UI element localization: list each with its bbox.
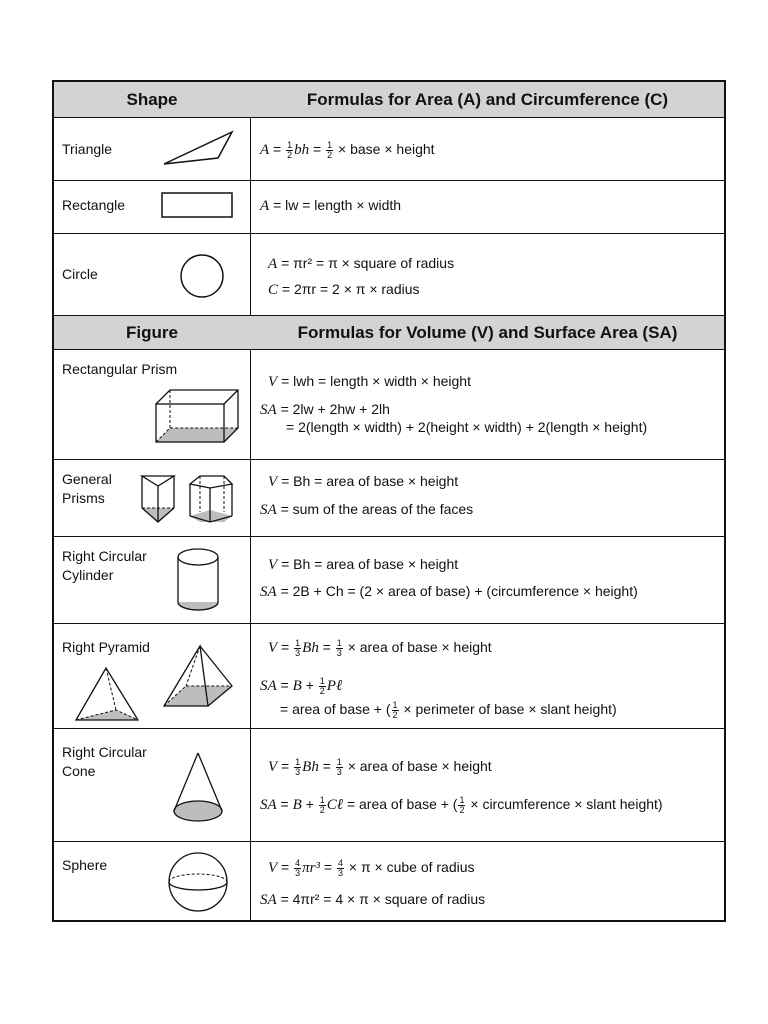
cylinder-volume: V = Bh = area of base × height: [268, 556, 459, 573]
general-prisms-volume: V = Bh = area of base × height: [268, 473, 459, 490]
sphere-volume: V = $\frac{4}{3}$ πr³ = $\frac{4}{3}$ × π × cube of radius: [268, 857, 475, 878]
rectangle-icon: [160, 191, 236, 221]
cone-sa: SA = B + $\frac{1}{2}$ Cℓ = area of base + ( $\frac{1}{2}$ × circumference × slant height): [260, 794, 663, 815]
rectangular-prism-volume: V = lwh = length × width × height: [268, 373, 471, 390]
area-circumference-header: Formulas for Area (A) and Circumference (C): [306, 89, 669, 109]
figure-column-header: Figure: [126, 322, 178, 342]
pyramid-row: [54, 624, 724, 729]
rectangle-label: Rectangle: [62, 197, 126, 213]
triangle-icon: [160, 128, 236, 168]
circle-circumference-formula: C = 2πr = 2 × π × radius: [268, 281, 420, 298]
cylinder-row: [54, 537, 724, 624]
rectangular-prism-row: [54, 350, 724, 460]
pyramid-label: Right Pyramid: [62, 639, 150, 655]
triangle-label: Triangle: [62, 141, 113, 157]
pyramid-sa-expanded: = area of base + ( $\frac{1}{2}$ × perimeter of base × slant height): [280, 699, 617, 720]
shape-column-header: Shape: [126, 89, 178, 109]
shape-header-row: [54, 82, 724, 118]
rectangle-row: [54, 181, 724, 234]
triangular-prism-icon: [140, 472, 176, 524]
general-prisms-sa: SA = sum of the areas of the faces: [260, 501, 474, 518]
circle-label: Circle: [62, 266, 98, 282]
cone-volume: V = $\frac{1}{3}$ Bh = $\frac{1}{3}$ × area of base × height: [268, 756, 492, 777]
rectangular-prism-icon: [154, 386, 244, 444]
figure-header-row: [54, 316, 724, 350]
cone-icon: [170, 749, 226, 825]
rectangular-prism-sa-expanded: = 2(length × width) + 2(height × width) + 2(length × height): [286, 419, 648, 435]
triangle-area-formula: A = $\frac{1}{2}$ bh = $\frac{1}{2}$ × base × height: [260, 139, 435, 160]
general-prisms-label: General Prisms: [62, 471, 112, 506]
cylinder-sa: SA = 2B + Ch = (2 × area of base) + (circumference × height): [260, 583, 638, 600]
pyramid-volume: V = $\frac{1}{3}$ Bh = $\frac{1}{3}$ × area of base × height: [268, 637, 492, 658]
rectangular-prism-sa: SA = 2lw + 2hw + 2lh: [260, 401, 390, 418]
cylinder-label: Right Circular Cylinder: [62, 548, 147, 583]
triangular-pyramid-icon: [72, 664, 142, 724]
pyramid-sa: SA = B + $\frac{1}{2}$ Pℓ: [260, 675, 343, 696]
general-prisms-row: [54, 460, 724, 537]
pentagonal-prism-icon: [186, 472, 236, 526]
formula-sheet: [52, 80, 726, 922]
cone-label: Right Circular Cone: [62, 744, 147, 779]
sphere-row: [54, 842, 724, 920]
sphere-sa: SA = 4πr² = 4 × π × square of radius: [260, 891, 486, 908]
triangle-row: [54, 118, 724, 181]
circle-icon: [178, 252, 226, 300]
rectangle-area-formula: A = lw = length × width: [260, 197, 402, 214]
sphere-label: Sphere: [62, 857, 108, 873]
sphere-icon: [166, 850, 230, 914]
cone-row: [54, 729, 724, 842]
rectangular-prism-label: Rectangular Prism: [62, 361, 178, 377]
cylinder-icon: [174, 547, 222, 613]
circle-row: [54, 234, 724, 316]
square-pyramid-icon: [160, 642, 240, 712]
volume-surface-area-header: Formulas for Volume (V) and Surface Area (SA): [297, 322, 678, 342]
circle-area-formula: A = πr² = π × square of radius: [268, 255, 455, 272]
